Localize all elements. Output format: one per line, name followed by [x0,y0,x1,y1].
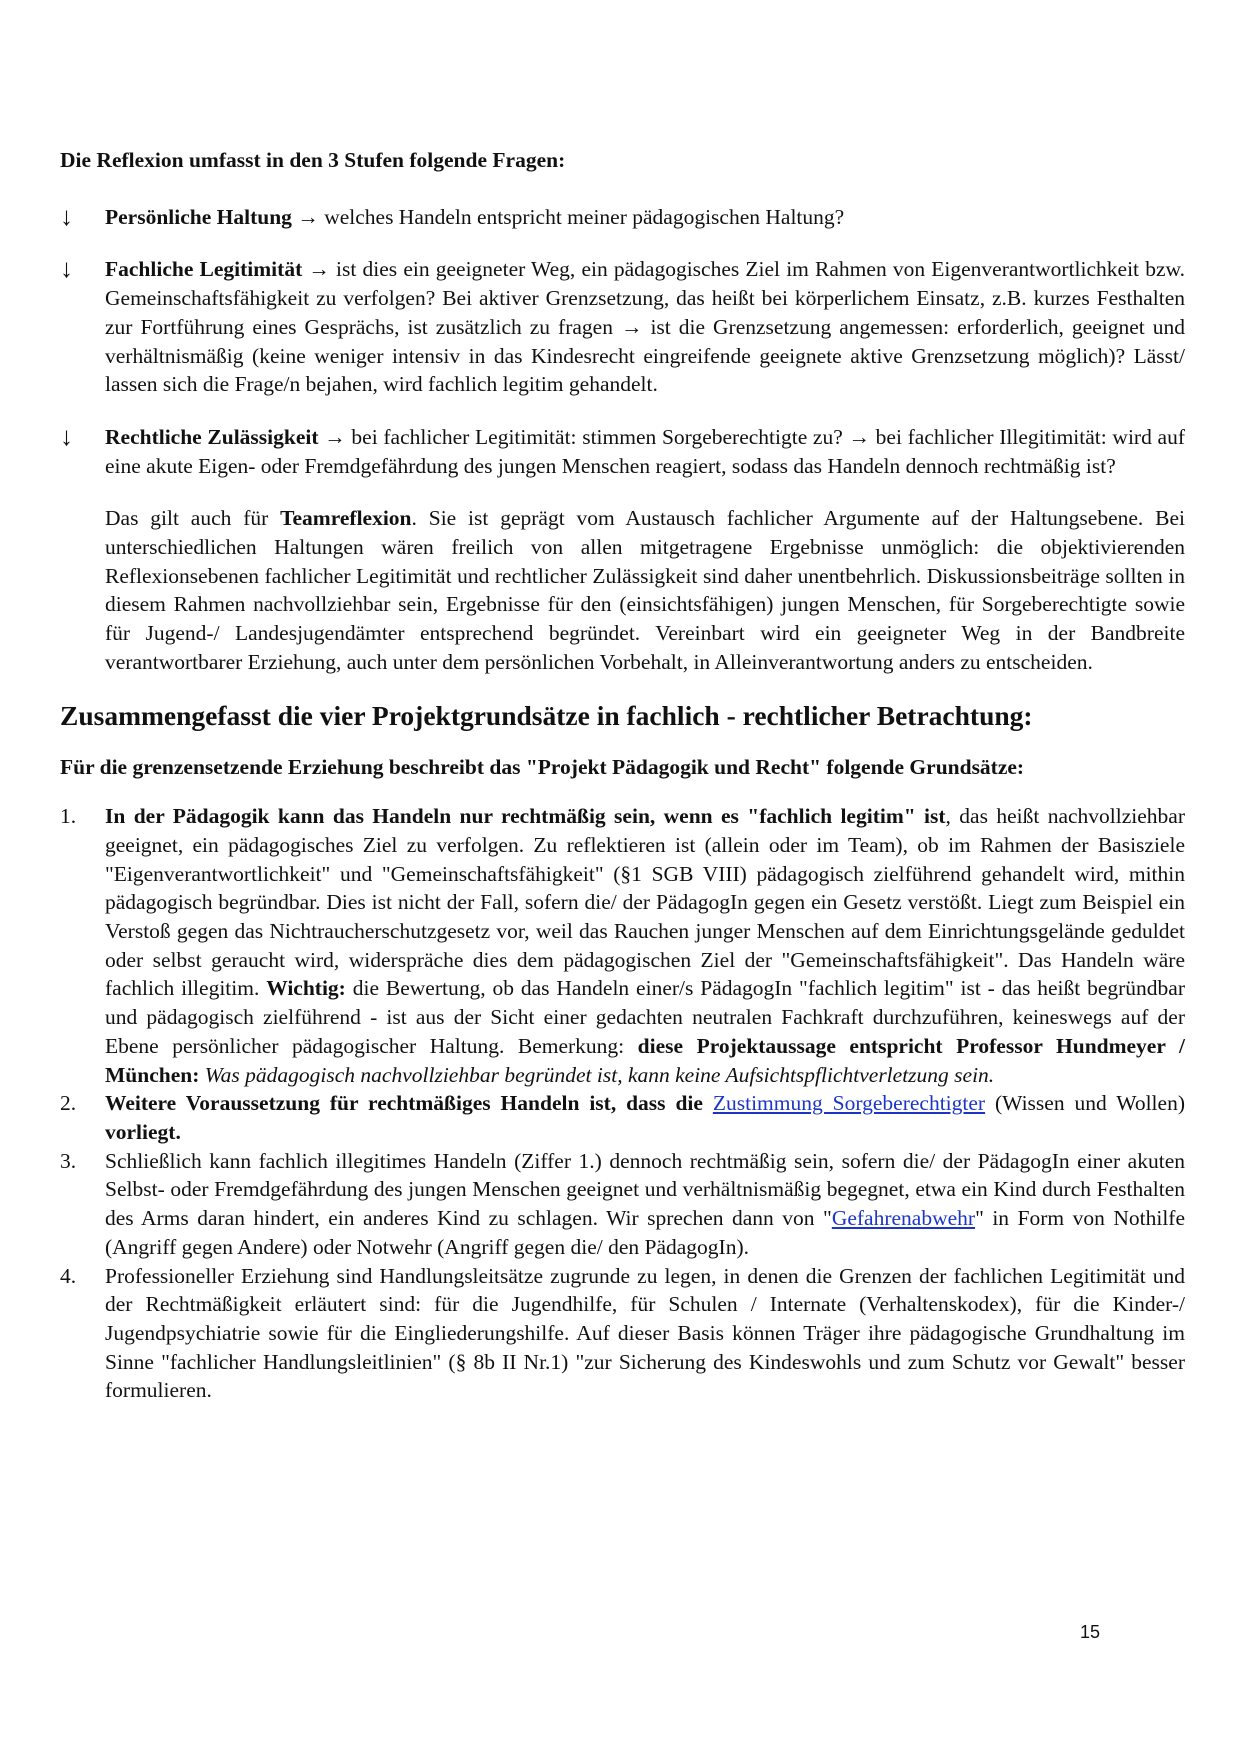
list-number: 3. [60,1148,77,1173]
principle-item-4 [60,1262,1185,1406]
step-title: Rechtliche Zulässigkeit [105,424,319,449]
principle-lead: In der Pädagogik kann das Handeln nur rechtmäßig sein, wenn es "fachlich legitim" ist [105,804,946,829]
section-title: Zusammengefasst die vier Projektgrundsätze in fachlich - rechtlicher Betrachtung: [60,699,1033,731]
step-title: Fachliche Legitimität [105,257,303,282]
reflection-step-professional [60,255,1185,399]
principle-note-label: Wichtig: [266,976,346,1001]
principle-item-2 [60,1089,1185,1146]
principle-text: (Wissen und Wollen) [985,1091,1185,1116]
list-number: 1. [60,804,77,829]
principle-quote: Was pädagogisch nachvollziehbar begründet ist, kann keine Aufsichtspflichtverletzung sein. [199,1062,995,1087]
principle-item-1 [60,802,1185,1089]
principle-text: " in Form von Nothilfe (Angriff gegen Andere) oder Notwehr (Angriff gegen die/ den PädagogIn). [105,1206,1185,1259]
team-reflection-paragraph [60,504,1185,676]
reflection-step-legal [60,423,1185,480]
team-text: . Sie ist geprägt vom Austausch fachlicher Argumente auf der Haltungsebene. Bei unterschiedlichen Haltungen wären freilich von allen mitgetragene Ergebnisse unmöglich: die objektivierenden Reflexionsebenen fachlicher Legitimität und rechtlicher Zulässigkeit sind daher unentbehrlich. Diskussionsbeiträge sollten in diesem Rahmen nachvollziehbar sein, Ergebnisse für den (einsichtsfähigen) jungen Menschen, für Sorgeberechtigte sowie für Jugend-/ Landesjugendämter entsprechend begründet. Vereinbart wird ein geeigneter Weg in der Bandbreite verantwortbarer Erziehung, auch unter dem persönlichen Vorbehalt, in Alleinverantwortung anders zu entscheiden. [105,506,1186,674]
principle-quote-source: diese Projektaussage entspricht Professor Hundmeyer / München: [105,1033,1185,1087]
team-prefix: Das gilt auch für [105,506,281,531]
step-text: → ist dies ein geeigneter Weg, ein pädagogisches Ziel im Rahmen von Eigenverantwortlichkeit bzw. Gemeinschaftsfähigkeit zu verfolgen? Bei aktiver Grenzsetzung, das heißt bei körperlichem Einsatz, z.B. kurzes Festhalten zur Fortführung eines Gesprächs, ist zusätzlich zu fragen → ist die Grenzsetzung angemessen: erforderlich, geeignet und verhältnismäßig (keine weniger intensiv in das Kindesrecht eingreifende geeignete aktive Grenzsetzung möglich)? Lässt/ lassen sich die Frage/n bejahen, wird fachlich legitim gehandelt. [105,257,1185,397]
principle-lead: Weitere Voraussetzung für rechtmäßiges Handeln ist, dass die [105,1091,713,1116]
step-title: Persönliche Haltung [105,204,292,229]
intro-heading: Die Reflexion umfasst in den 3 Stufen folgende Fragen: [60,148,566,172]
step-text: → bei fachlicher Legitimität: stimmen Sorgeberechtigte zu? → bei fachlicher Illegitimität: wird auf eine akute Eigen- oder Fremdgefährdung des jungen Menschen reagiert, sodass das Handeln dennoch rechtmäßig ist? [105,424,1185,478]
list-number: 2. [60,1091,77,1116]
principles-list [60,802,1185,1405]
consent-link[interactable]: Zustimmung Sorgeberechtigter [712,1091,986,1116]
principle-end: vorliegt. [105,1119,181,1144]
principle-text: Schließlich kann fachlich illegitimes Handeln (Ziffer 1.) dennoch rechtmäßig sein, sofern die/ der PädagogIn einer akuten Selbst- oder Fremdgefährdung des jungen Menschen geeignet und verhältnismäßig begegnet, etwa ein Kind durch Festhalten des Arms daran hindert, ein anderes Kind zu schlagen. Wir sprechen dann von " [105,1148,1185,1231]
page-number: 15 [1080,1622,1101,1642]
principle-text: Professioneller Erziehung sind Handlungsleitsätze zugrunde zu legen, in denen die Grenzen der fachlichen Legitimität und der Rechtmäßigkeit erläutert sind: für die Jugendhilfe, für Schulen / Internate (Verhaltenskodex), für die Kinder-/ Jugendpsychiatrie sowie für die Eingliederungshilfe. Auf dieser Basis können Träger ihre pädagogische Grundhaltung im Sinne "fachlicher Handlungsleitlinien" (§ 8b II Nr.1) "zur Sicherung des Kindeswohls und zum Schutz vor Gewalt" besser formulieren. [105,1263,1185,1403]
hazard-defense-link[interactable]: Gefahrenabwehr [831,1206,976,1231]
step-text: → welches Handeln entspricht meiner pädagogischen Haltung? [291,204,845,229]
principle-text: die Bewertung, ob das Handeln einer/s PädagogIn "fachlich legitim" ist - das heißt begründbar und pädagogisch zielführend - ist aus der Sicht einer gedachten neutralen Fachkraft durchzuführen, keineswegs auf der Ebene persönlicher pädagogischer Haltung. Bemerkung: [105,976,1185,1058]
down-arrow-icon: ↓ [60,254,73,284]
reflection-step-personal [60,203,1185,232]
list-number: 4. [60,1263,77,1288]
down-arrow-icon: ↓ [60,201,73,231]
down-arrow-icon: ↓ [60,421,73,451]
team-keyword: Teamreflexion [280,506,412,531]
principle-item-3 [60,1147,1185,1262]
document-page [60,146,1185,1405]
principle-text: , das heißt nachvollziehbar geeignet, ein pädagogisches Ziel zu verfolgen. Zu reflektieren ist (allein oder im Team), ob im Rahmen der Basisziele "Eigenverantwortlichkeit" und "Gemeinschaftsfähigkeit" (§1 SGB VIII) pädagogisch zielführend gehandelt wird, mithin pädagogisch begründbar. Dies ist nicht der Fall, sofern die/ der PädagogIn gegen ein Gesetz verstößt. Liegt zum Beispiel ein Verstoß gegen das Nichtraucherschutzgesetz vor, weil das Rauchen junger Menschen auf dem Einrichtungsgelände geduldet oder selbst geraucht wird, widerspräche dies dem pädagogischen Ziel der "Gemeinschaftsfähigkeit". Das Handeln wäre fachlich illegitim. [105,804,1185,1001]
section-intro: Für die grenzensetzende Erziehung beschreibt das "Projekt Pädagogik und Recht" folgende Grundsätze: [60,754,1025,779]
